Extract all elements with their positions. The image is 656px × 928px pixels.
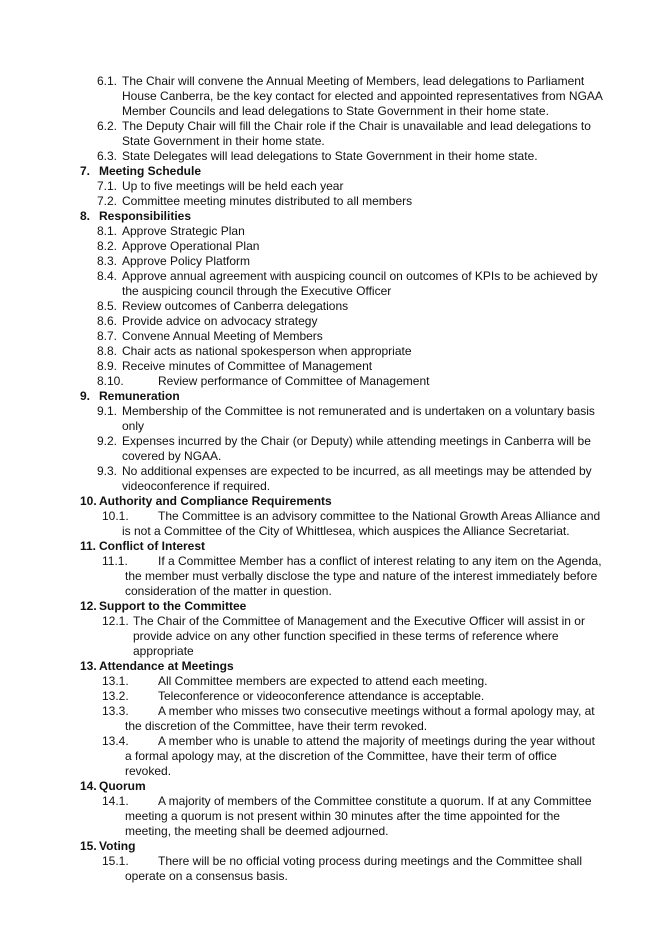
item-number: 13.1. [102, 674, 129, 688]
item-number: 8.3. [97, 254, 118, 268]
item-text: Convene Annual Meeting of Members [122, 329, 323, 343]
item-number: 9.3. [97, 464, 118, 478]
item-text-continuation: House Canberra, be the key contact for elected and appointed representatives from NGAA [122, 89, 603, 103]
item-text: If a Committee Member has a conflict of interest relating to any item on the Agenda, [158, 554, 602, 568]
item-text: Up to five meetings will be held each year [122, 179, 344, 193]
section-heading: Quorum [99, 779, 146, 793]
section-number: 9. [80, 389, 91, 403]
section-number: 15. [80, 839, 97, 853]
section-number: 13. [80, 659, 97, 673]
section-number: 11. [80, 539, 97, 553]
item-text: Review performance of Committee of Management [158, 374, 430, 388]
item-text-continuation: the auspicing council through the Executive Officer [122, 284, 392, 298]
section-heading: Attendance at Meetings [99, 659, 234, 673]
section-heading: Meeting Schedule [99, 164, 202, 178]
item-number: 7.2. [97, 194, 118, 208]
item-text-continuation: operate on a consensus basis. [125, 869, 288, 883]
item-text: Approve annual agreement with auspicing council on outcomes of KPIs to be achieved by [122, 269, 598, 283]
item-text-continuation: appropriate [133, 644, 194, 658]
item-text: Teleconference or videoconference attendance is acceptable. [158, 689, 485, 703]
section-heading: Remuneration [99, 389, 180, 403]
item-number: 11.1. [102, 554, 128, 568]
item-number: 8.2. [97, 239, 118, 253]
item-number: 8.7. [97, 329, 118, 343]
item-text-continuation: the member must verbally disclose the type and nature of the interest immediately before [125, 569, 598, 583]
item-text: Expenses incurred by the Chair (or Deputy) while attending meetings in Canberra will be [122, 434, 591, 448]
item-text: The Chair of the Committee of Management and the Executive Officer will assist in or [133, 614, 585, 628]
item-text-continuation: revoked. [125, 764, 172, 778]
item-text-continuation: provide advice on any other function specified in these terms of reference where [133, 629, 559, 643]
item-number: 13.4. [102, 734, 129, 748]
item-number: 7.1. [97, 179, 118, 193]
item-text-continuation: is not a Committee of the City of Whittlesea, which auspices the Alliance Secretariat. [122, 524, 570, 538]
item-number: 8.10. [97, 374, 124, 388]
item-number: 6.3. [97, 149, 118, 163]
item-text: State Delegates will lead delegations to State Government in their home state. [122, 149, 538, 163]
item-text: All Committee members are expected to attend each meeting. [158, 674, 488, 688]
item-text: The Deputy Chair will fill the Chair role if the Chair is unavailable and lead delegations to [122, 119, 591, 133]
item-number: 8.6. [97, 314, 118, 328]
item-number: 13.3. [102, 704, 129, 718]
section-heading: Voting [99, 839, 136, 853]
item-text-continuation: Member Councils and lead delegations to State Government in their home state. [122, 104, 549, 118]
item-text: No additional expenses are expected to be incurred, as all meetings may be attended by [122, 464, 592, 478]
item-text: A member who is unable to attend the majority of meetings during the year without [158, 734, 595, 748]
item-text: Provide advice on advocacy strategy [122, 314, 318, 328]
item-text: Approve Policy Platform [122, 254, 251, 268]
section-heading: Responsibilities [99, 209, 192, 223]
item-text: The Chair will convene the Annual Meeting of Members, lead delegations to Parliament [122, 74, 585, 88]
item-text: Receive minutes of Committee of Management [122, 359, 373, 373]
item-number: 8.9. [97, 359, 118, 373]
item-text: There will be no official voting process during meetings and the Committee shall [158, 854, 582, 868]
item-text-continuation: a formal apology may, at the discretion of the Committee, have their term of office [125, 749, 557, 763]
item-number: 15.1. [102, 854, 129, 868]
item-number: 6.1. [97, 74, 118, 88]
item-number: 8.4. [97, 269, 118, 283]
section-number: 10. [80, 494, 97, 508]
item-text-continuation: only [122, 419, 145, 433]
section-heading: Conflict of Interest [99, 539, 206, 553]
item-number: 9.1. [97, 404, 118, 418]
item-text-continuation: meeting, the meeting shall be deemed adjourned. [125, 824, 389, 838]
item-number: 6.2. [97, 119, 118, 133]
item-number: 14.1. [102, 794, 129, 808]
section-number: 14. [80, 779, 97, 793]
item-number: 13.2. [102, 689, 129, 703]
item-text: Approve Operational Plan [122, 239, 260, 253]
item-text: Committee meeting minutes distributed to all members [122, 194, 413, 208]
section-heading: Authority and Compliance Requirements [99, 494, 332, 508]
item-text: The Committee is an advisory committee to the National Growth Areas Alliance and [158, 509, 601, 523]
section-number: 12. [80, 599, 97, 613]
item-number: 9.2. [97, 434, 118, 448]
section-number: 7. [80, 164, 91, 178]
item-text: Approve Strategic Plan [122, 224, 245, 238]
item-text-continuation: videoconference if required. [122, 479, 271, 493]
item-number: 8.1. [97, 224, 118, 238]
item-text-continuation: covered by NGAA. [122, 449, 222, 463]
section-heading: Support to the Committee [99, 599, 247, 613]
item-text-continuation: meeting a quorum is not present within 30 minutes after the time appointed for the [125, 809, 560, 823]
item-text: Membership of the Committee is not remunerated and is undertaken on a voluntary basis [122, 404, 595, 418]
item-text: Review outcomes of Canberra delegations [122, 299, 349, 313]
section-number: 8. [80, 209, 91, 223]
item-number: 8.5. [97, 299, 118, 313]
item-text: A member who misses two consecutive meetings without a formal apology may, at [158, 704, 595, 718]
item-text-continuation: consideration of the matter in question. [125, 584, 332, 598]
item-text: A majority of members of the Committee constitute a quorum. If at any Committee [158, 794, 592, 808]
item-number: 10.1. [102, 509, 129, 523]
item-text: Chair acts as national spokesperson when appropriate [122, 344, 412, 358]
item-number: 12.1. [102, 614, 129, 628]
item-number: 8.8. [97, 344, 118, 358]
item-text-continuation: State Government in their home state. [122, 134, 325, 148]
item-text-continuation: the discretion of the Committee, have their term revoked. [125, 719, 428, 733]
